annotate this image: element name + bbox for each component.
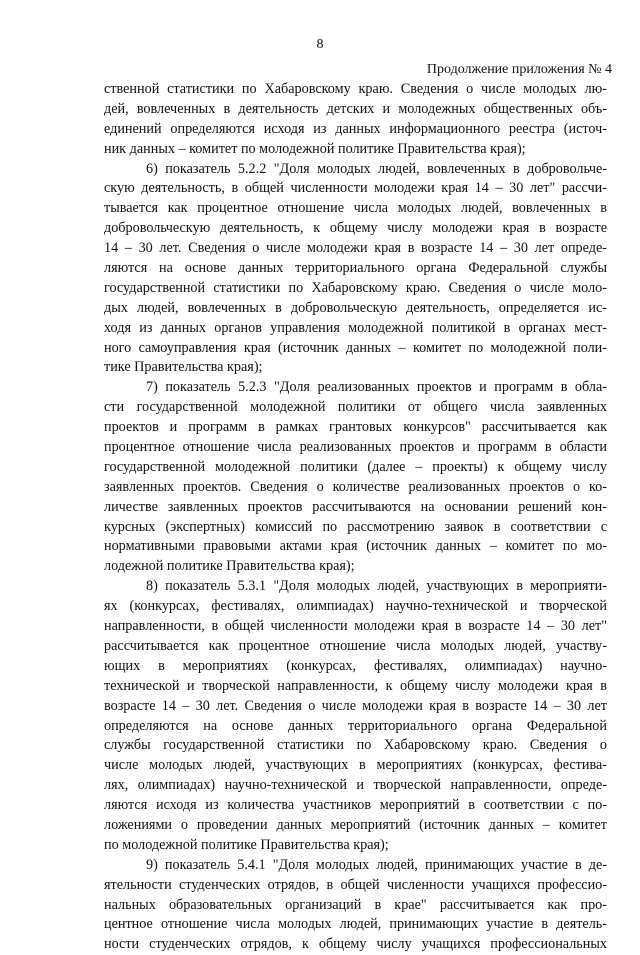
text-line: нормативными правовыми актами края (источник данных – комитет по мо-	[104, 538, 607, 555]
text-line: курсных (экспертных) комиссий по рассмотрению заявок в соответствии с	[104, 518, 607, 535]
text-line: 8) показатель 5.3.1 "Доля молодых людей, участвующих в мероприяти-	[146, 578, 607, 595]
body-text	[104, 80, 607, 955]
text-line: заявленных проектов. Сведения о количестве реализованных проектов о ко-	[104, 478, 607, 495]
text-line: ности студенческих отрядов, к общему числу учащихся профессиональных	[104, 936, 607, 953]
text-line: рассчитывается как процентное отношение числа молодых людей, участву-	[104, 637, 607, 654]
text-line: тике Правительства края);	[104, 359, 263, 376]
text-line: ного самоуправления края (источник данных – комитет по молодежной поли-	[104, 339, 607, 356]
text-line: 7) показатель 5.2.3 "Доля реализованных проектов и программ в обла-	[146, 379, 607, 396]
appendix-continuation-note: Продолжение приложения № 4	[426, 62, 612, 77]
text-line: ях (конкурсах, фестивалях, олимпиадах) научно-технической и творческой	[104, 598, 607, 615]
text-line: возрасте 14 – 30 лет. Сведения о числе молодежи края в возрасте 14 – 30 лет	[104, 697, 607, 714]
text-line: лях, олимпиадах) научно-технической и творческой направленности, опреде-	[104, 777, 607, 794]
text-line: нальных образовательных организаций в крае" рассчитывается как про-	[104, 896, 607, 913]
text-line: 14 – 30 лет. Сведения о числе молодежи края в возрасте 14 – 30 лет опреде-	[104, 240, 607, 257]
text-line: государственной статистики по Хабаровскому краю. Сведения о числе моло-	[104, 279, 607, 296]
text-line: ющих в мероприятиях (конкурсах, фестивалях, олимпиадах) научно-	[104, 657, 607, 674]
text-line: ятельности студенческих отрядов, в общей численности учащихся профессио-	[104, 876, 607, 893]
text-line: ляются исходя из количества участников мероприятий в соответствии с по-	[104, 797, 607, 814]
text-line: сти государственной молодежной политики от общего числа заявленных	[104, 399, 607, 416]
text-line: ляются на основе данных территориального органа Федеральной службы	[104, 260, 607, 277]
text-line: 9) показатель 5.4.1 "Доля молодых людей, принимающих участие в де-	[146, 856, 607, 873]
text-line: государственной молодежной политики (далее – проекты) к общему числу	[104, 458, 607, 475]
text-line: единений определяются исходя из данных информационного реестра (источ-	[104, 120, 607, 137]
text-line: ственной статистики по Хабаровскому краю. Сведения о числе молодых лю-	[104, 81, 607, 97]
text-line: технической и творческой направленности, к общему числу молодежи края в	[104, 677, 607, 694]
text-line: ник данных – комитет по молодежной политике Правительства края);	[104, 140, 526, 157]
page-number: 8	[316, 37, 324, 52]
text-line: числе молодых людей, участвующих в мероприятиях (конкурсах, фестива-	[104, 757, 607, 774]
text-line: проектов и программ в рамках грантовых конкурсов" рассчитывается как	[104, 419, 607, 436]
text-line: ложениями о проведении данных мероприятий (источник данных – комитет	[104, 816, 607, 833]
text-line: направленности, в общей численности молодежи края в возрасте 14 – 30 лет"	[104, 618, 607, 635]
text-line: 6) показатель 5.2.2 "Доля молодых людей, вовлеченных в добровольче-	[146, 160, 607, 177]
text-line: дей, вовлеченных в деятельность детских и молодежных общественных объ-	[104, 100, 607, 117]
text-line: скую деятельность, в общей численности молодежи края 14 – 30 лет" рассчи-	[104, 180, 607, 197]
text-line: определяются на основе данных территориального органа Федеральной	[104, 717, 607, 734]
text-line: по молодежной политике Правительства края);	[104, 836, 389, 853]
text-line: процентное отношение числа реализованных проектов и программ в области	[104, 439, 607, 456]
text-line: службы государственной статистики по Хабаровскому краю. Сведения о	[104, 737, 607, 754]
text-line: тывается как процентное отношение числа молодых людей, вовлеченных в	[104, 200, 607, 217]
text-line: центное отношение числа молодых людей, принимающих участие в деятель-	[104, 916, 607, 933]
text-line: личестве заявленных проектов рассчитываются на основании решений кон-	[104, 498, 607, 515]
text-line: лодежной политике Правительства края);	[104, 558, 355, 575]
text-line: добровольческую деятельность, к общему числу молодежи края в возрасте	[104, 220, 607, 237]
text-line: ходя из данных органов управления молодежной политикой в органах мест-	[104, 319, 607, 336]
text-line: дых людей, вовлеченных в добровольческую деятельность, определяется ис-	[104, 299, 607, 316]
